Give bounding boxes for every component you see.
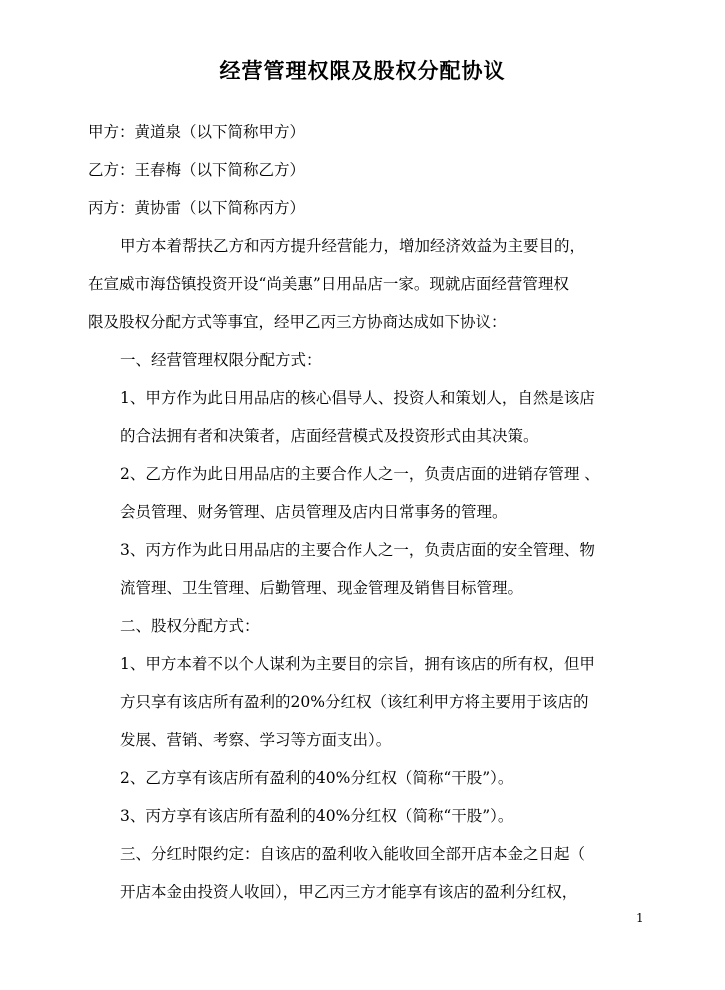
party-b-line: 乙方：王春梅（以下简称乙方） — [88, 161, 306, 179]
intro-line-2: 在宣威市海岱镇投资开设“尚美惠”日用品店一家。现就店面经营管理权 — [88, 275, 569, 293]
document-title: 经营管理权限及股权分配协议 — [219, 58, 506, 83]
section-1-item-3-line-2: 流管理、卫生管理、后勤管理、现金管理及销售目标管理。 — [120, 579, 524, 597]
section-1-item-2-line-1: 2、乙方作为此日用品店的主要合作人之一，负责店面的进销存管理 、 — [120, 465, 600, 483]
document-body — [88, 113, 643, 911]
party-a-line: 甲方：黄道泉（以下简称甲方） — [88, 123, 306, 141]
section-3-line-2: 开店本金由投资人收回），甲乙丙三方才能享有该店的盈利分红权， — [120, 883, 578, 901]
intro-line-1: 甲方本着帮扶乙方和丙方提升经营能力，增加经济效益为主要目的， — [120, 237, 586, 255]
section-1-item-1-line-2: 的合法拥有者和决策者，店面经营模式及投资形式由其决策。 — [120, 427, 539, 445]
section-2-item-1-line-1: 1、甲方本着不以个人谋利为主要目的宗旨，拥有该店的所有权，但甲 — [120, 655, 595, 673]
section-2-heading: 二、股权分配方式： — [120, 617, 260, 635]
page-number: 1 — [636, 911, 644, 925]
section-2-item-1-line-3: 发展、营销、考察、学习等方面支出）。 — [120, 731, 392, 749]
section-1-item-1-line-1: 1、甲方作为此日用品店的核心倡导人、投资人和策划人，自然是该店 — [120, 389, 595, 407]
section-1-heading: 一、经营管理权限分配方式： — [120, 351, 322, 369]
section-2-item-2: 2、乙方享有该店所有盈利的40%分红权（简称“干股”）。 — [120, 769, 514, 787]
section-2-item-3: 3、丙方享有该店所有盈利的40%分红权（简称“干股”）。 — [120, 807, 514, 825]
section-2-item-1-line-2: 方只享有该店所有盈利的20%分红权（该红利甲方将主要用于该店的 — [120, 693, 589, 711]
section-1-item-2-line-2: 会员管理、财务管理、店员管理及店内日常事务的管理。 — [120, 503, 508, 521]
section-3-line-1: 三、分红时限约定：自该店的盈利收入能收回全部开店本金之日起（ — [120, 845, 586, 863]
section-1-item-3-line-1: 3、丙方作为此日用品店的主要合作人之一，负责店面的安全管理、物 — [120, 541, 595, 559]
intro-line-3: 限及股权分配方式等事宜，经甲乙丙三方协商达成如下协议： — [88, 313, 507, 331]
party-c-line: 丙方：黄协雷（以下简称丙方） — [88, 199, 306, 217]
